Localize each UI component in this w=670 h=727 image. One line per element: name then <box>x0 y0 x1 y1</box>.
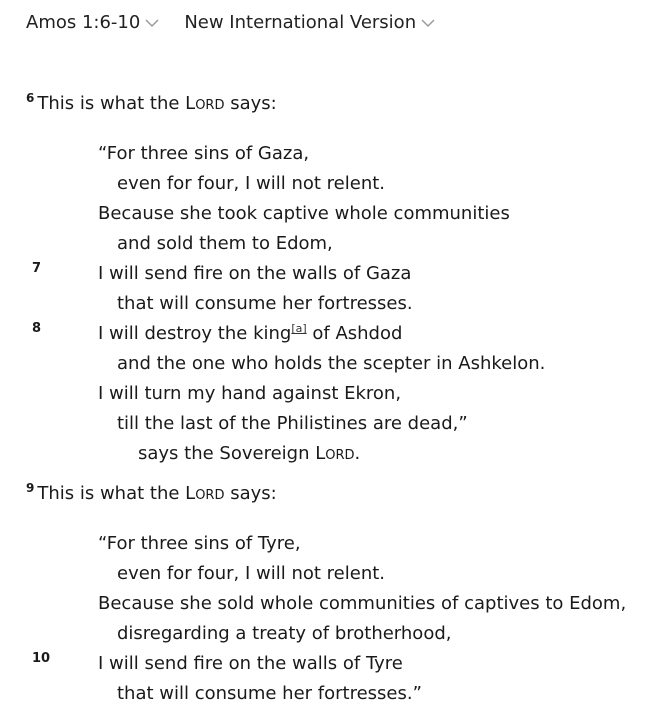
poem-line: I will turn my hand against Ekron, <box>98 383 402 404</box>
poem-text: . <box>354 443 361 464</box>
verse-number: 8 <box>32 321 42 336</box>
poem-line: “For three sins of Gaza, <box>98 143 310 164</box>
poem-line: that will consume her fortresses. <box>117 293 413 314</box>
poem-line: Because she took captive whole communities <box>98 203 510 224</box>
lord-smallcaps: Lord <box>185 483 225 504</box>
footnote-link[interactable]: [a] <box>291 322 307 335</box>
poem-line <box>98 323 402 345</box>
version-label: New International Version <box>184 12 417 33</box>
poem-line: I will send fire on the walls of Tyre <box>98 653 403 674</box>
poem-line: Because she sold whole communities of captives to Edom, <box>98 593 627 614</box>
verse-9-intro <box>26 483 277 505</box>
verse-6-intro <box>26 93 277 115</box>
verse-number: 10 <box>32 651 51 666</box>
poem-line: “For three sins of Tyre, <box>98 533 301 554</box>
poem-line: till the last of the Philistines are dead,” <box>117 413 468 434</box>
poem-line: and sold them to Edom, <box>117 233 333 254</box>
poem-text: says the Sovereign <box>138 443 316 464</box>
verse-text: says: <box>224 93 277 114</box>
version-selector[interactable] <box>184 12 436 33</box>
passage-label: Amos 1:6-10 <box>26 12 141 33</box>
poem-line: even for four, I will not relent. <box>117 173 386 194</box>
poem-line: that will consume her fortresses.” <box>117 683 422 704</box>
chevron-down-icon <box>144 18 160 30</box>
poem-text: of Ashdod <box>306 323 403 344</box>
passage-header <box>26 12 436 33</box>
verse-number: 6 <box>26 91 35 105</box>
poem-line <box>138 443 360 465</box>
poem-line: disregarding a treaty of brotherhood, <box>117 623 452 644</box>
chevron-down-icon <box>420 18 436 30</box>
poem-text: I will destroy the king <box>98 323 292 344</box>
verse-text: This is what the <box>37 93 186 114</box>
verse-text: says: <box>224 483 277 504</box>
poem-line: and the one who holds the scepter in Ashkelon. <box>117 353 546 374</box>
verse-number: 7 <box>32 261 42 276</box>
verse-number: 9 <box>26 481 35 495</box>
poem-line: I will send fire on the walls of Gaza <box>98 263 412 284</box>
poem-line: even for four, I will not relent. <box>117 563 386 584</box>
lord-smallcaps: Lord <box>315 443 355 464</box>
verse-text: This is what the <box>37 483 186 504</box>
passage-selector[interactable] <box>26 12 160 33</box>
lord-smallcaps: Lord <box>185 93 225 114</box>
